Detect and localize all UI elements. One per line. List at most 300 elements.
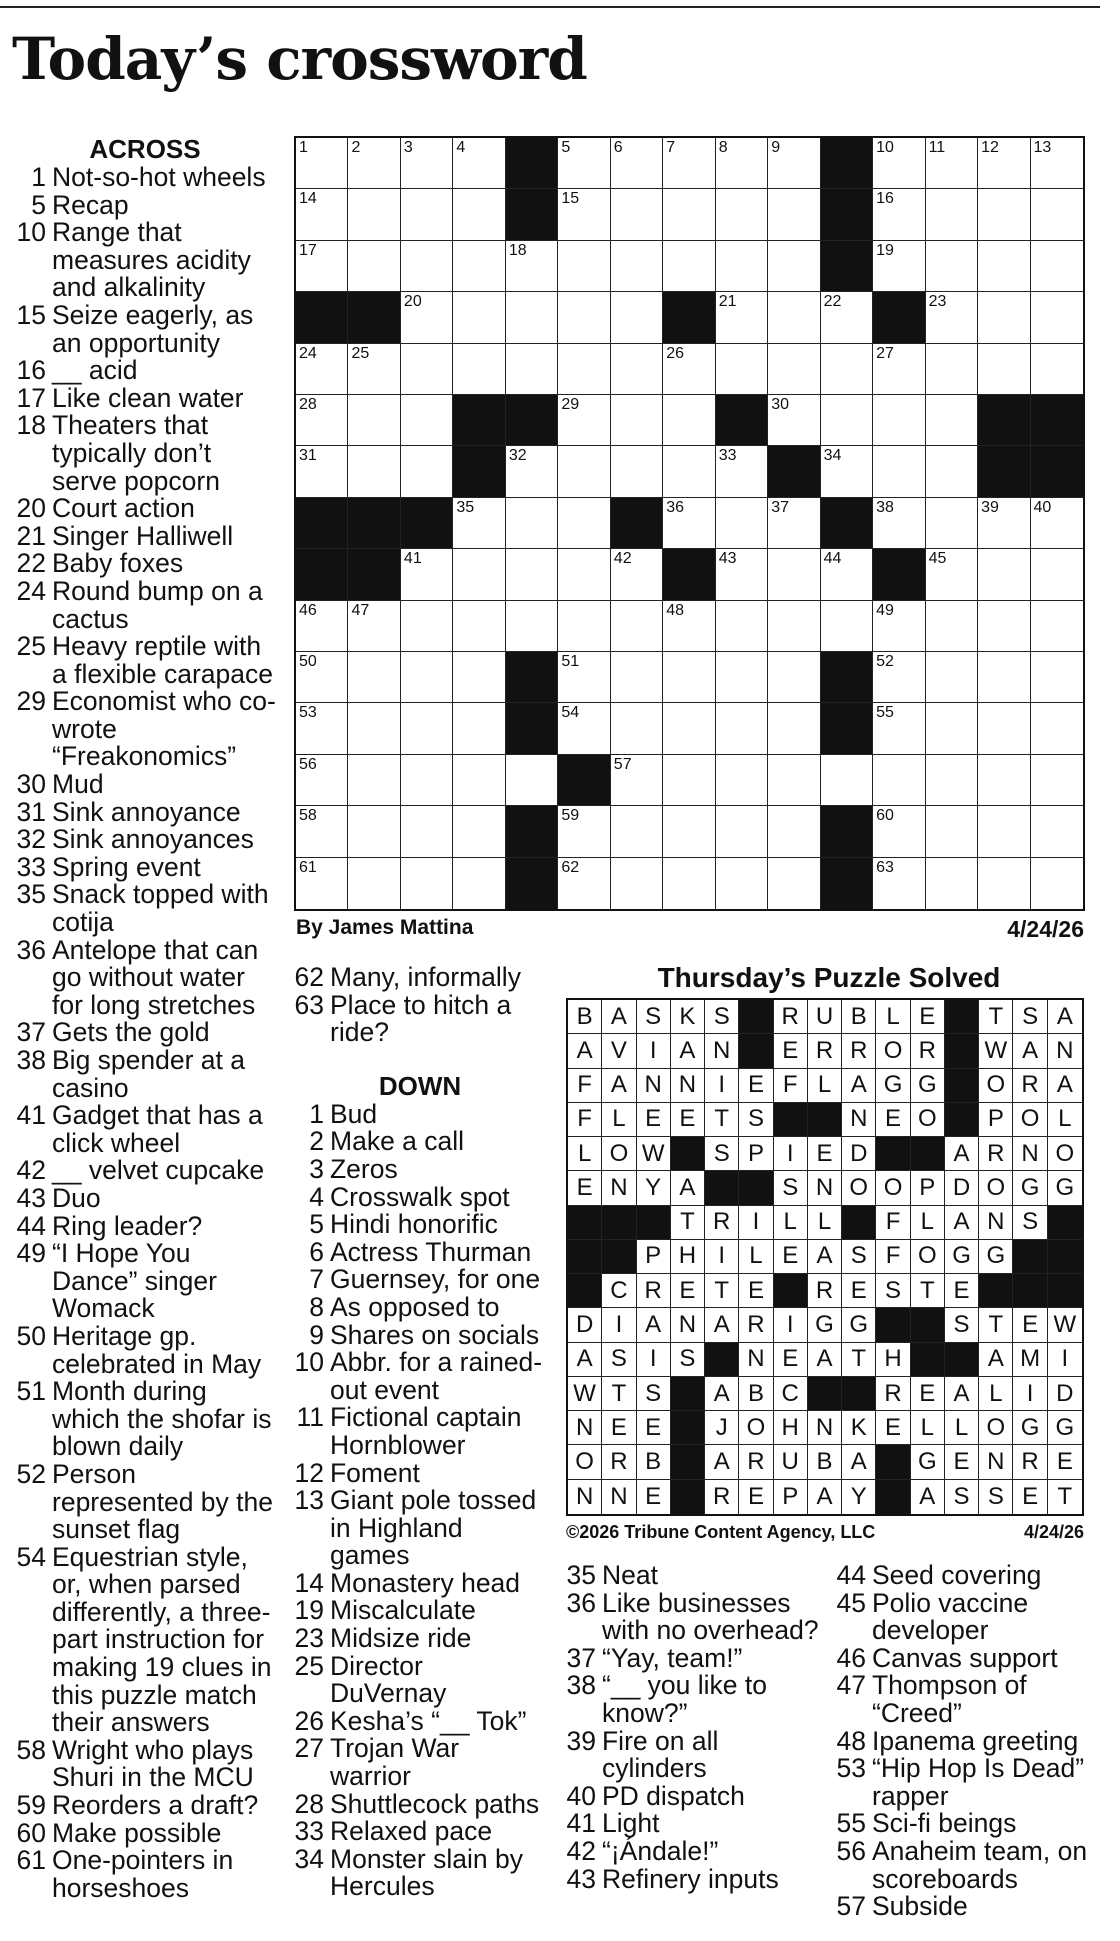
grid-cell[interactable] xyxy=(978,652,1030,703)
grid-cell[interactable] xyxy=(348,241,400,292)
grid-cell[interactable] xyxy=(873,498,925,549)
grid-cell[interactable] xyxy=(506,241,558,292)
solution-letter: N xyxy=(568,1411,602,1445)
grid-cell[interactable] xyxy=(926,858,978,909)
grid-cell[interactable] xyxy=(296,446,348,497)
cell-number: 59 xyxy=(561,807,580,825)
grid-cell[interactable] xyxy=(611,601,663,652)
solution-letter: A xyxy=(979,1343,1013,1377)
grid-cell[interactable] xyxy=(1031,241,1083,292)
black-square xyxy=(821,652,873,703)
clue xyxy=(14,1378,276,1461)
solution-letter: R xyxy=(739,1445,773,1479)
grid-cell[interactable] xyxy=(558,292,610,343)
solution-letter: A xyxy=(842,1069,876,1103)
grid-cell[interactable] xyxy=(926,292,978,343)
clue-text: Fire on all cylinders xyxy=(602,1725,719,1784)
clue-text: Make possible xyxy=(52,1817,222,1848)
grid-cell[interactable] xyxy=(453,344,505,395)
grid-cell[interactable] xyxy=(453,755,505,806)
clue-number: 62 xyxy=(294,962,324,992)
clue xyxy=(14,575,276,634)
grid-cell[interactable] xyxy=(401,601,453,652)
grid-cell[interactable] xyxy=(926,806,978,857)
grid-cell[interactable] xyxy=(873,806,925,857)
grid-cell[interactable] xyxy=(873,241,925,292)
grid-cell[interactable] xyxy=(1031,652,1083,703)
grid-cell[interactable] xyxy=(1031,601,1083,652)
grid-cell[interactable] xyxy=(558,241,610,292)
grid-cell[interactable] xyxy=(926,703,978,754)
cell-number: 3 xyxy=(403,139,413,156)
grid-cell[interactable] xyxy=(1031,806,1083,857)
grid-cell[interactable] xyxy=(926,344,978,395)
grid-cell[interactable] xyxy=(611,344,663,395)
solution-letter: N xyxy=(979,1206,1013,1240)
grid-cell[interactable] xyxy=(611,241,663,292)
grid-cell[interactable] xyxy=(926,601,978,652)
grid-cell[interactable] xyxy=(716,498,768,549)
clue-number: 11 xyxy=(296,1402,324,1433)
grid-cell[interactable] xyxy=(348,858,400,909)
grid-cell[interactable] xyxy=(558,703,610,754)
grid-cell[interactable] xyxy=(558,395,610,446)
grid-cell[interactable] xyxy=(663,138,715,189)
solution-letter: O xyxy=(568,1445,602,1479)
clue-number: 41 xyxy=(16,1100,46,1131)
clue-text: __ acid xyxy=(52,355,138,386)
grid-cell[interactable] xyxy=(348,601,400,652)
cell-number: 8 xyxy=(718,139,728,156)
grid-cell[interactable] xyxy=(978,703,1030,754)
grid-cell[interactable] xyxy=(348,755,400,806)
solution-letter: G xyxy=(1048,1411,1082,1445)
grid-cell[interactable] xyxy=(716,601,768,652)
grid-cell[interactable] xyxy=(611,549,663,600)
grid-cell[interactable] xyxy=(663,446,715,497)
grid-cell[interactable] xyxy=(821,292,873,343)
grid-cell[interactable] xyxy=(506,755,558,806)
grid-cell[interactable] xyxy=(348,395,400,446)
black-square xyxy=(1013,1274,1047,1308)
grid-cell[interactable] xyxy=(768,549,820,600)
solution-letter: W xyxy=(568,1377,602,1411)
grid-cell[interactable] xyxy=(611,755,663,806)
grid-cell[interactable] xyxy=(926,241,978,292)
clue-number: 53 xyxy=(836,1753,866,1784)
grid-cell[interactable] xyxy=(453,806,505,857)
grid-cell[interactable] xyxy=(611,446,663,497)
clue-number: 5 xyxy=(309,1209,324,1240)
grid-cell[interactable] xyxy=(348,703,400,754)
solution-letter: V xyxy=(602,1034,636,1068)
grid-cell[interactable] xyxy=(768,601,820,652)
black-square xyxy=(716,395,768,446)
grid-cell[interactable] xyxy=(401,189,453,240)
clue-number: 13 xyxy=(294,1485,324,1516)
grid-cell[interactable] xyxy=(978,292,1030,343)
clue-text: Sink annoyances xyxy=(52,824,254,855)
solution-letter: L xyxy=(911,1206,945,1240)
clue-number: 19 xyxy=(294,1595,324,1626)
grid-cell[interactable] xyxy=(348,652,400,703)
solution-letter: N xyxy=(1013,1137,1047,1171)
solution-letter: N xyxy=(568,1480,602,1514)
solution-letter: A xyxy=(671,1034,705,1068)
grid-cell[interactable] xyxy=(716,189,768,240)
cell-number: 2 xyxy=(351,139,361,156)
grid-cell[interactable] xyxy=(506,601,558,652)
grid-cell[interactable] xyxy=(453,703,505,754)
grid-cell[interactable] xyxy=(611,652,663,703)
black-square xyxy=(637,1206,671,1240)
solution-letter: F xyxy=(568,1069,602,1103)
solution-letter: E xyxy=(774,1343,808,1377)
grid-cell[interactable] xyxy=(926,549,978,600)
grid-cell[interactable] xyxy=(768,703,820,754)
grid-cell[interactable] xyxy=(821,395,873,446)
clue xyxy=(836,1755,1092,1810)
grid-cell[interactable] xyxy=(768,138,820,189)
grid-cell[interactable] xyxy=(453,652,505,703)
grid-cell[interactable] xyxy=(663,189,715,240)
grid-cell[interactable] xyxy=(296,652,348,703)
grid-cell[interactable] xyxy=(348,446,400,497)
clue xyxy=(566,1810,828,1838)
solution-letter: A xyxy=(568,1343,602,1377)
grid-cell[interactable] xyxy=(663,703,715,754)
solution-letter: S xyxy=(945,1480,979,1514)
grid-cell[interactable] xyxy=(716,652,768,703)
grid-cell[interactable] xyxy=(663,395,715,446)
grid-cell[interactable] xyxy=(611,703,663,754)
grid-cell[interactable] xyxy=(401,549,453,600)
solution-letter: I xyxy=(774,1137,808,1171)
grid-cell[interactable] xyxy=(348,344,400,395)
grid-cell[interactable] xyxy=(978,138,1030,189)
grid-cell[interactable] xyxy=(716,138,768,189)
clue-number: 29 xyxy=(16,686,46,717)
grid-cell[interactable] xyxy=(926,189,978,240)
grid-cell[interactable] xyxy=(558,446,610,497)
grid-cell[interactable] xyxy=(453,189,505,240)
grid-cell[interactable] xyxy=(821,344,873,395)
grid-cell[interactable] xyxy=(348,189,400,240)
solution-letter: N xyxy=(671,1308,705,1342)
grid-cell[interactable] xyxy=(768,292,820,343)
grid-cell[interactable] xyxy=(768,755,820,806)
clue xyxy=(14,219,276,302)
solution-letter: A xyxy=(808,1343,842,1377)
grid-cell[interactable] xyxy=(558,498,610,549)
grid-cell[interactable] xyxy=(716,703,768,754)
grid-cell[interactable] xyxy=(453,241,505,292)
grid-cell[interactable] xyxy=(453,138,505,189)
grid-cell[interactable] xyxy=(1031,703,1083,754)
clue xyxy=(14,1817,276,1848)
grid-cell[interactable] xyxy=(926,138,978,189)
grid-cell[interactable] xyxy=(506,498,558,549)
grid-cell[interactable] xyxy=(821,549,873,600)
black-square xyxy=(739,1171,773,1205)
grid-cell[interactable] xyxy=(1031,292,1083,343)
cell-number: 41 xyxy=(403,550,422,568)
cell-number: 57 xyxy=(613,755,632,773)
clue-number: 34 xyxy=(294,1843,324,1874)
grid-cell[interactable] xyxy=(348,138,400,189)
grid-cell[interactable] xyxy=(1031,189,1083,240)
grid-cell[interactable] xyxy=(1031,755,1083,806)
solution-letter: M xyxy=(1013,1343,1047,1377)
grid-cell[interactable] xyxy=(978,601,1030,652)
clue-text: Heavy reptile with a flexible carapace xyxy=(52,631,273,689)
clue-number: 50 xyxy=(16,1320,46,1351)
solution-letter: T xyxy=(979,1000,1013,1034)
black-square xyxy=(876,1308,910,1342)
grid-cell[interactable] xyxy=(296,858,348,909)
grid-cell[interactable] xyxy=(401,395,453,446)
grid-cell[interactable] xyxy=(978,858,1030,909)
solution-letter: O xyxy=(911,1103,945,1137)
clue-number: 14 xyxy=(294,1567,324,1598)
grid-cell[interactable] xyxy=(978,498,1030,549)
black-square xyxy=(821,703,873,754)
grid-cell[interactable] xyxy=(873,858,925,909)
clue-text: “¡Ándale!” xyxy=(602,1835,719,1866)
solution-letter: A xyxy=(602,1069,636,1103)
clue-number: 3 xyxy=(309,1153,324,1184)
grid-cell[interactable] xyxy=(768,189,820,240)
cell-number: 10 xyxy=(876,139,894,156)
grid-cell[interactable] xyxy=(926,395,978,446)
grid-cell[interactable] xyxy=(926,652,978,703)
grid-cell[interactable] xyxy=(401,806,453,857)
grid-cell[interactable] xyxy=(558,549,610,600)
grid-cell[interactable] xyxy=(558,652,610,703)
grid-cell[interactable] xyxy=(296,344,348,395)
down-clue-list-2 xyxy=(566,1562,828,1893)
cell-number: 13 xyxy=(1033,139,1052,156)
clue xyxy=(294,1153,546,1184)
clue-text: Shuttlecock paths xyxy=(330,1788,540,1819)
grid-cell[interactable] xyxy=(926,755,978,806)
grid-cell[interactable] xyxy=(296,189,348,240)
grid-cell[interactable] xyxy=(873,755,925,806)
grid-cell[interactable] xyxy=(401,241,453,292)
cell-number: 6 xyxy=(613,139,623,156)
clue-number: 47 xyxy=(836,1670,866,1701)
solution-letter: R xyxy=(705,1206,739,1240)
grid-cell[interactable] xyxy=(768,652,820,703)
grid-cell[interactable] xyxy=(611,138,663,189)
clue-text: “Yay, team!” xyxy=(602,1642,743,1673)
grid-cell[interactable] xyxy=(401,858,453,909)
cell-number: 7 xyxy=(666,139,676,156)
grid-cell[interactable] xyxy=(768,858,820,909)
clue-number: 36 xyxy=(566,1587,596,1618)
clue-text: Seize eagerly, as an opportunity xyxy=(52,299,254,358)
grid-cell[interactable] xyxy=(768,344,820,395)
black-square xyxy=(911,1137,945,1171)
grid-cell[interactable] xyxy=(1031,858,1083,909)
grid-cell[interactable] xyxy=(506,446,558,497)
grid-cell[interactable] xyxy=(716,446,768,497)
down-clue-list xyxy=(294,1098,546,1902)
grid-cell[interactable] xyxy=(926,446,978,497)
grid-cell[interactable] xyxy=(821,446,873,497)
grid-cell[interactable] xyxy=(663,806,715,857)
grid-cell[interactable] xyxy=(1031,138,1083,189)
grid-cell[interactable] xyxy=(506,292,558,343)
grid-cell[interactable] xyxy=(558,601,610,652)
grid-cell[interactable] xyxy=(821,601,873,652)
grid-cell[interactable] xyxy=(978,549,1030,600)
grid-cell[interactable] xyxy=(663,498,715,549)
grid-cell[interactable] xyxy=(978,344,1030,395)
clue-text: Midsize ride xyxy=(330,1623,472,1654)
solution-letter: G xyxy=(945,1240,979,1274)
clue-number: 42 xyxy=(16,1155,46,1186)
solution-letter: A xyxy=(911,1480,945,1514)
grid-cell[interactable] xyxy=(296,755,348,806)
clue-number: 45 xyxy=(836,1587,866,1618)
grid-cell[interactable] xyxy=(296,138,348,189)
cell-number: 5 xyxy=(561,139,571,156)
grid-cell[interactable] xyxy=(558,189,610,240)
grid-cell[interactable] xyxy=(768,395,820,446)
black-square xyxy=(506,189,558,240)
grid-cell[interactable] xyxy=(296,703,348,754)
solution-letter: S xyxy=(637,1000,671,1034)
solution-letter: E xyxy=(568,1171,602,1205)
grid-cell[interactable] xyxy=(663,344,715,395)
clue-text: Like clean water xyxy=(52,382,244,413)
grid-cell[interactable] xyxy=(873,601,925,652)
grid-cell[interactable] xyxy=(558,806,610,857)
grid-cell[interactable] xyxy=(873,138,925,189)
cell-number: 53 xyxy=(299,704,317,722)
grid-cell[interactable] xyxy=(611,806,663,857)
grid-cell[interactable] xyxy=(716,344,768,395)
grid-cell[interactable] xyxy=(716,549,768,600)
solution-letter: Y xyxy=(637,1171,671,1205)
grid-cell[interactable] xyxy=(873,189,925,240)
clue xyxy=(294,1625,546,1653)
cell-number: 1 xyxy=(299,139,308,156)
solution-letter: E xyxy=(808,1137,842,1171)
cell-number: 30 xyxy=(771,396,789,413)
grid-cell[interactable] xyxy=(716,755,768,806)
grid-cell[interactable] xyxy=(1031,549,1083,600)
grid-cell[interactable] xyxy=(978,755,1030,806)
grid-cell[interactable] xyxy=(821,755,873,806)
grid-cell[interactable] xyxy=(558,344,610,395)
grid-cell[interactable] xyxy=(296,601,348,652)
grid-cell[interactable] xyxy=(768,241,820,292)
clue-number: 4 xyxy=(309,1181,324,1212)
grid-cell[interactable] xyxy=(296,806,348,857)
clue xyxy=(14,796,276,827)
grid-cell[interactable] xyxy=(1031,498,1083,549)
grid-cell[interactable] xyxy=(453,549,505,600)
clue xyxy=(566,1672,828,1727)
grid-cell[interactable] xyxy=(926,498,978,549)
clue-text: Baby foxes xyxy=(52,548,184,579)
grid-cell[interactable] xyxy=(873,703,925,754)
grid-cell[interactable] xyxy=(401,755,453,806)
grid-cell[interactable] xyxy=(978,806,1030,857)
grid-cell[interactable] xyxy=(873,395,925,446)
solution-letter: B xyxy=(808,1445,842,1479)
grid-cell[interactable] xyxy=(611,395,663,446)
solution-letter: T xyxy=(602,1377,636,1411)
grid-cell[interactable] xyxy=(296,241,348,292)
grid-cell[interactable] xyxy=(453,601,505,652)
clue-text: Seed covering xyxy=(872,1560,1042,1590)
grid-cell[interactable] xyxy=(558,858,610,909)
grid-cell[interactable] xyxy=(348,806,400,857)
grid-cell[interactable] xyxy=(401,446,453,497)
grid-cell[interactable] xyxy=(401,652,453,703)
grid-cell[interactable] xyxy=(663,601,715,652)
grid-cell[interactable] xyxy=(768,806,820,857)
grid-cell[interactable] xyxy=(978,241,1030,292)
grid-cell[interactable] xyxy=(401,292,453,343)
grid-cell[interactable] xyxy=(663,858,715,909)
clue-number: 40 xyxy=(566,1780,596,1811)
grid-cell[interactable] xyxy=(453,498,505,549)
black-square xyxy=(1031,446,1083,497)
grid-cell[interactable] xyxy=(663,241,715,292)
grid-cell[interactable] xyxy=(716,292,768,343)
grid-cell[interactable] xyxy=(401,344,453,395)
grid-cell[interactable] xyxy=(558,138,610,189)
solution-letter: L xyxy=(808,1069,842,1103)
grid-cell[interactable] xyxy=(1031,344,1083,395)
grid-cell[interactable] xyxy=(611,189,663,240)
grid-cell[interactable] xyxy=(611,292,663,343)
grid-cell[interactable] xyxy=(716,858,768,909)
grid-cell[interactable] xyxy=(663,652,715,703)
clue xyxy=(14,1102,276,1157)
grid-cell[interactable] xyxy=(978,189,1030,240)
grid-cell[interactable] xyxy=(506,344,558,395)
grid-cell[interactable] xyxy=(768,498,820,549)
black-square xyxy=(821,138,873,189)
solution-letter: C xyxy=(602,1274,636,1308)
grid-cell[interactable] xyxy=(506,549,558,600)
grid-cell[interactable] xyxy=(401,703,453,754)
grid-cell[interactable] xyxy=(873,652,925,703)
grid-cell[interactable] xyxy=(716,241,768,292)
solution-letter: P xyxy=(774,1480,808,1514)
grid-cell[interactable] xyxy=(453,292,505,343)
solution-letter: N xyxy=(637,1069,671,1103)
cell-number: 4 xyxy=(456,139,466,156)
grid-cell[interactable] xyxy=(716,806,768,857)
grid-cell[interactable] xyxy=(296,395,348,446)
grid-cell[interactable] xyxy=(611,858,663,909)
grid-cell[interactable] xyxy=(873,446,925,497)
cell-number: 11 xyxy=(928,139,946,156)
cell-number: 46 xyxy=(299,601,317,619)
clue-number: 16 xyxy=(16,355,46,386)
grid-cell[interactable] xyxy=(401,138,453,189)
grid-cell[interactable] xyxy=(663,755,715,806)
grid-cell[interactable] xyxy=(453,858,505,909)
grid-cell[interactable] xyxy=(873,344,925,395)
clue-text: __ velvet cupcake xyxy=(52,1155,265,1186)
